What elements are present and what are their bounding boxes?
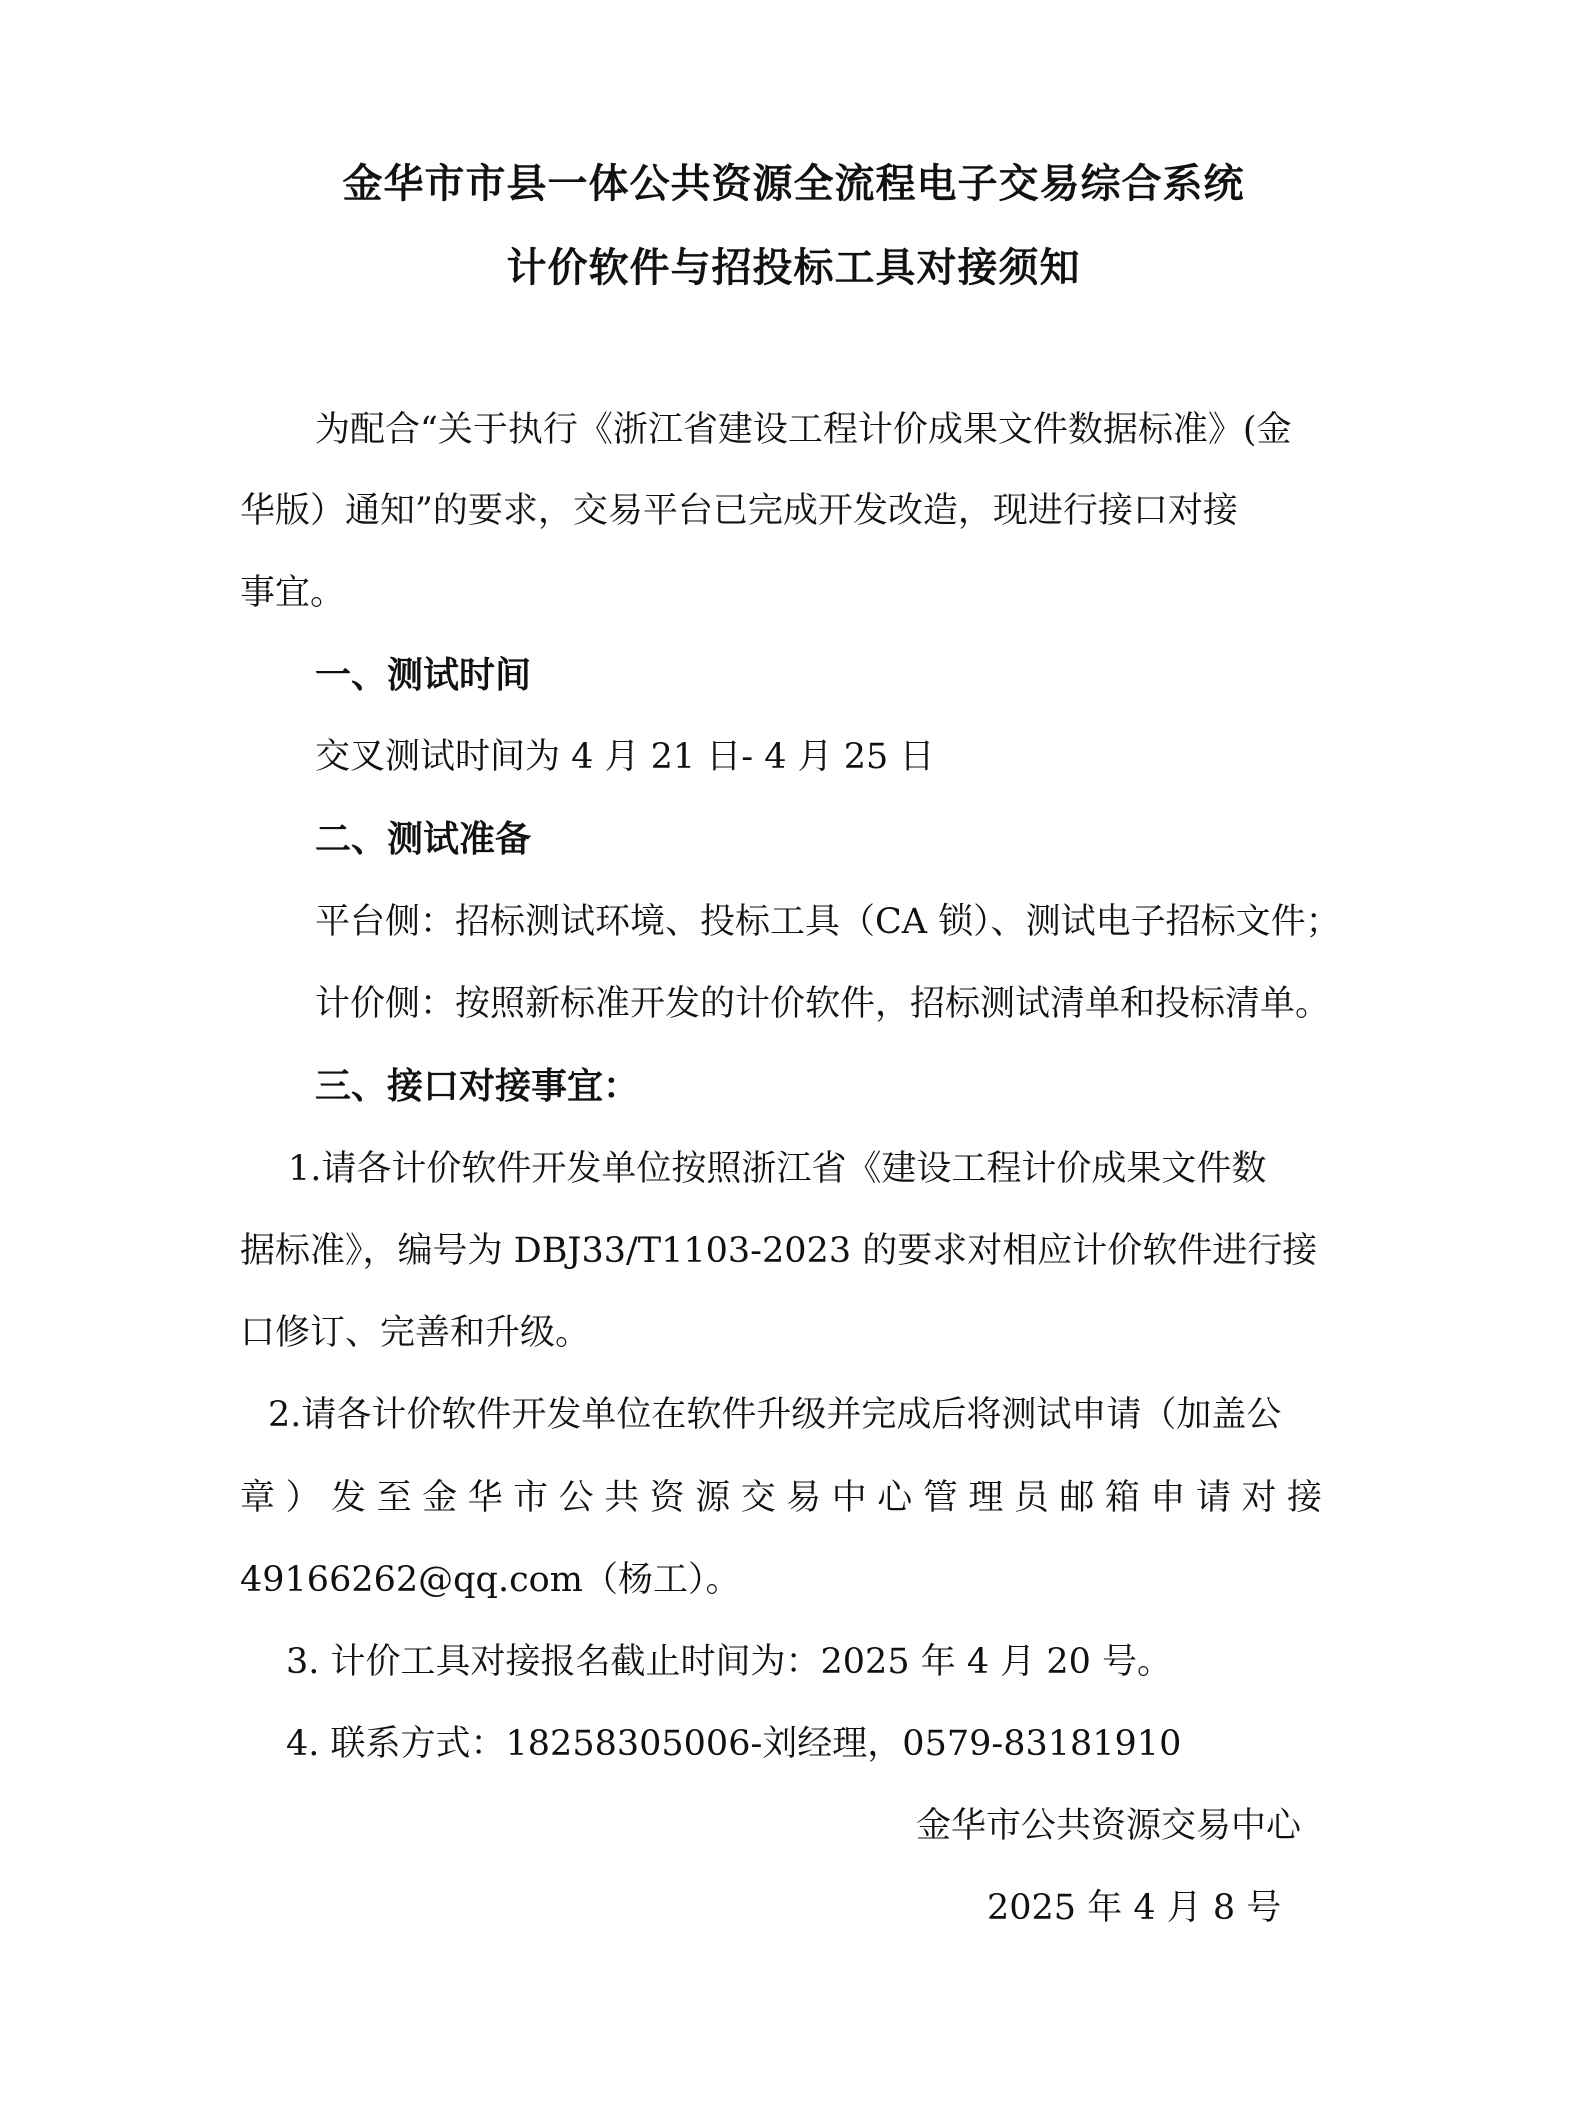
section-1-heading: 一、测试时间 <box>315 655 532 696</box>
test-time-text: 交叉测试时间为 4 月 21 日- 4 月 25 日 <box>315 737 935 777</box>
item-4-contact-text: 4. 联系方式：18258305006-刘经理，0579-83181910 <box>286 1724 1182 1764</box>
item-3-text: 3. 计价工具对接报名截止时间为：2025 年 4 月 20 号。 <box>286 1642 1173 1682</box>
section-3-heading: 三、接口对接事宜： <box>315 1066 640 1107</box>
platform-preparation-text: 平台侧：招标测试环境、投标工具（CA 锁）、测试电子招标文件； <box>315 902 1341 942</box>
intro-line-1: 为配合“关于执行《浙江省建设工程计价成果文件数据标准》(金 <box>315 410 1292 450</box>
signature-organization: 金华市公共资源交易中心 <box>916 1806 1302 1846</box>
item-2-line-1: 2.请各计价软件开发单位在软件升级并完成后将测试申请（加盖公 <box>268 1395 1282 1435</box>
document-title-line-2: 计价软件与招投标工具对接须知 <box>506 245 1081 291</box>
signature-date: 2025 年 4 月 8 号 <box>987 1888 1282 1928</box>
item-1-line-2: 据标准》，编号为 DBJ33/T1103-2023 的要求对相应计价软件进行接 <box>240 1231 1318 1271</box>
item-2-line-2: 章）发至金华市公共资源交易中心管理员邮箱申请对接 <box>240 1478 1322 1518</box>
pricing-preparation-text: 计价侧：按照新标准开发的计价软件，招标测试清单和投标清单。 <box>315 984 1331 1024</box>
item-1-line-3: 口修订、完善和升级。 <box>240 1313 591 1353</box>
intro-line-3: 事宜。 <box>240 573 346 613</box>
item-2-line-3: 49166262@qq.com（杨工）。 <box>240 1560 741 1600</box>
document-title-line-1: 金华市市县一体公共资源全流程电子交易综合系统 <box>342 161 1245 207</box>
item-1-line-1: 1.请各计价软件开发单位按照浙江省《建设工程计价成果文件数 <box>288 1149 1267 1189</box>
intro-line-2: 华版）通知”的要求，交易平台已完成开发改造，现进行接口对接 <box>240 491 1238 531</box>
section-2-heading: 二、测试准备 <box>315 819 532 860</box>
